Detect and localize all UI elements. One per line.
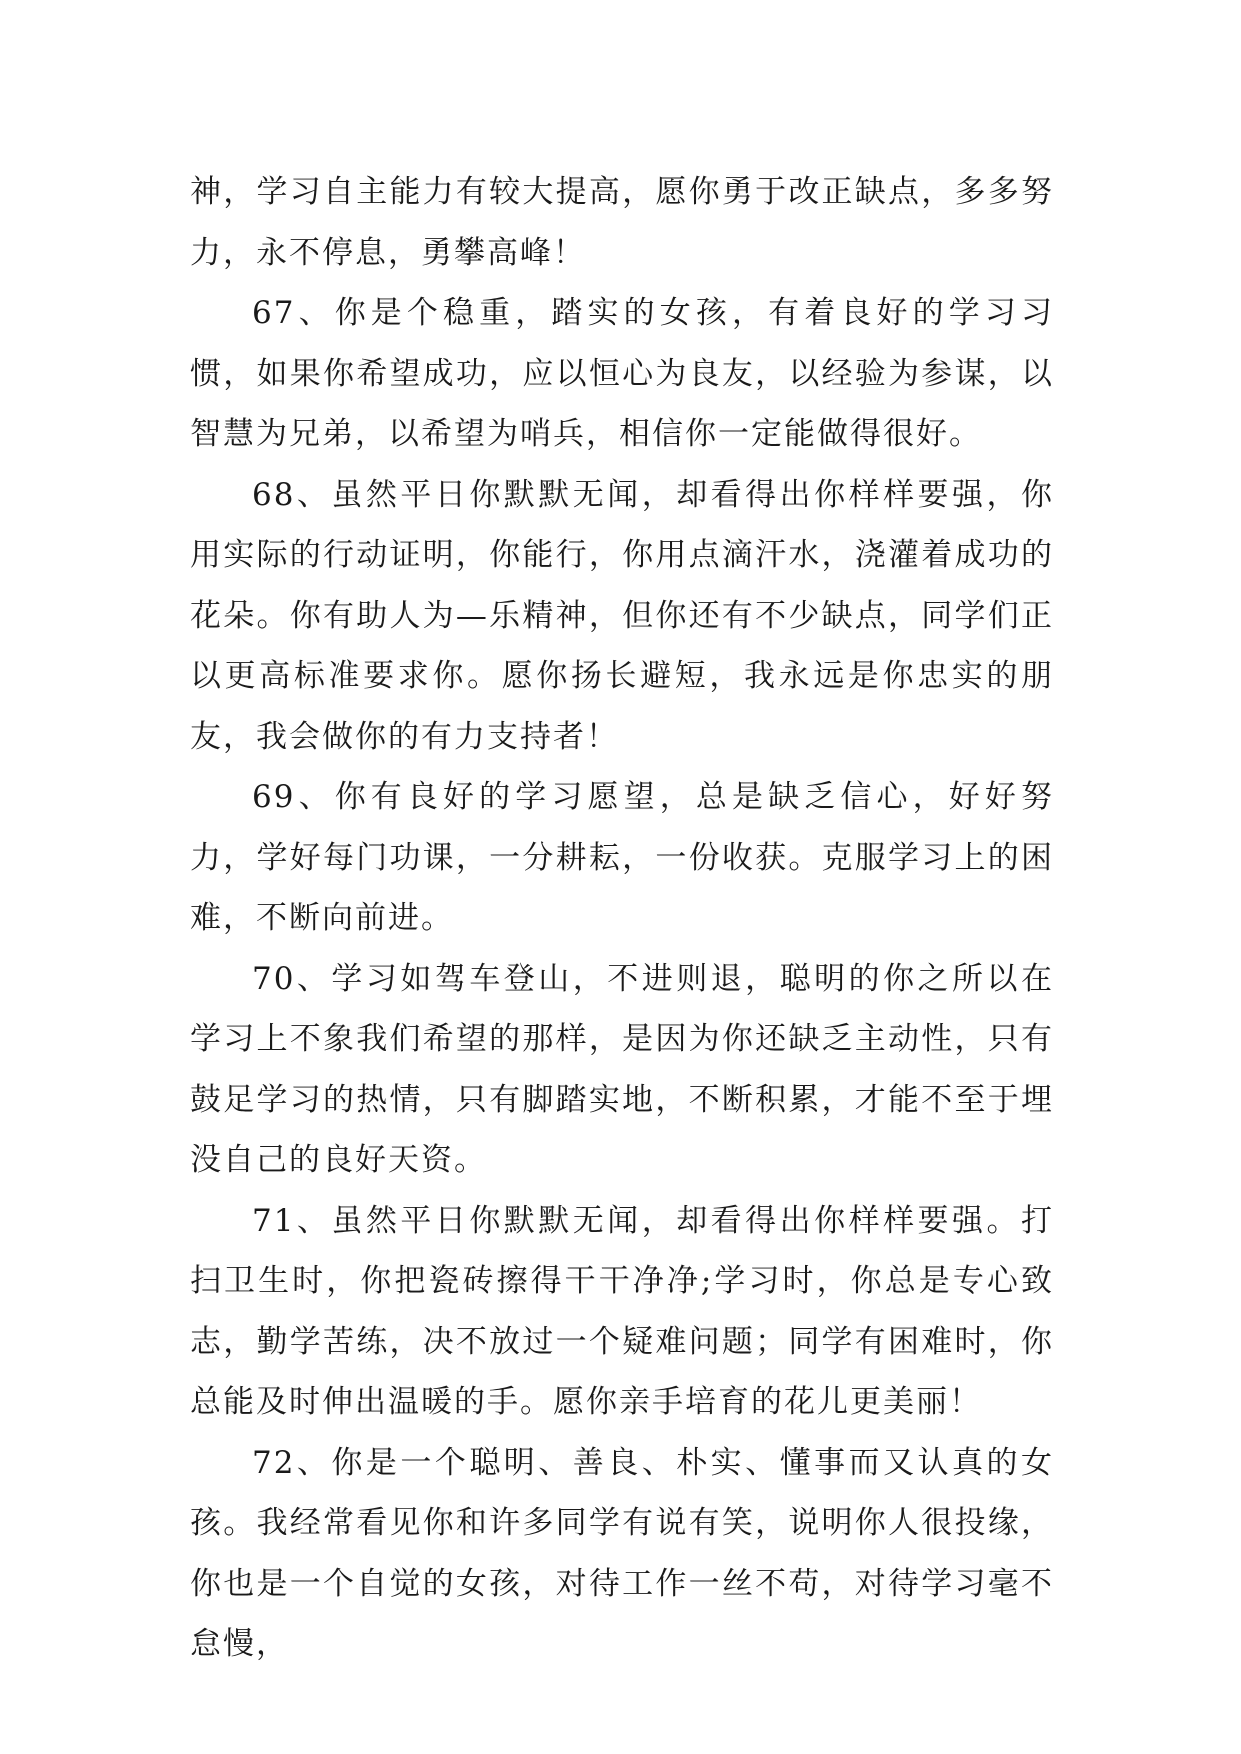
paragraph-71: 71、虽然平日你默默无闻，却看得出你样样要强。打扫卫生时，你把瓷砖擦得干干净净;学习时，你总是专心致志，勤学苦练，决不放过一个疑难问题；同学有困难时，你总能及时伸出温暖的手。愿你亲手培育的花儿更美丽！ [190,1202,1054,1420]
paragraph-70: 70、学习如驾车登山，不进则退，聪明的你之所以在学习上不象我们希望的那样，是因为你还缺乏主动性，只有鼓足学习的热情，只有脚踏实地，不断积累，才能不至于埋没自己的良好天资。 [190,960,1054,1178]
paragraph-67: 67、你是个稳重，踏实的女孩，有着良好的学习习惯，如果你希望成功，应以恒心为良友，以经验为参谋，以智慧为兄弟，以希望为哨兵，相信你一定能做得很好。 [190,295,1054,452]
paragraph-68: 68、虽然平日你默默无闻，却看得出你样样要强，你用实际的行动证明，你能行，你用点滴汗水，浇灌着成功的花朵。你有助人为—乐精神，但你还有不少缺点，同学们正以更高标准要求你。愿你扬长避短，我永远是你忠实的朋友，我会做你的有力支持者！ [190,476,1054,755]
document-body [190,162,1054,1675]
paragraph-72: 72、你是一个聪明、善良、朴实、懂事而又认真的女孩。我经常看见你和许多同学有说有笑，说明你人很投缘，你也是一个自觉的女孩，对待工作一丝不苟，对待学习毫不怠慢， [190,1444,1054,1662]
paragraph-69: 69、你有良好的学习愿望，总是缺乏信心，好好努力，学好每门功课，一分耕耘，一份收获。克服学习上的困难，不断向前进。 [190,779,1054,936]
paragraph-continued: 神，学习自主能力有较大提高，愿你勇于改正缺点，多多努力，永不停息，勇攀高峰！ [190,174,1054,271]
